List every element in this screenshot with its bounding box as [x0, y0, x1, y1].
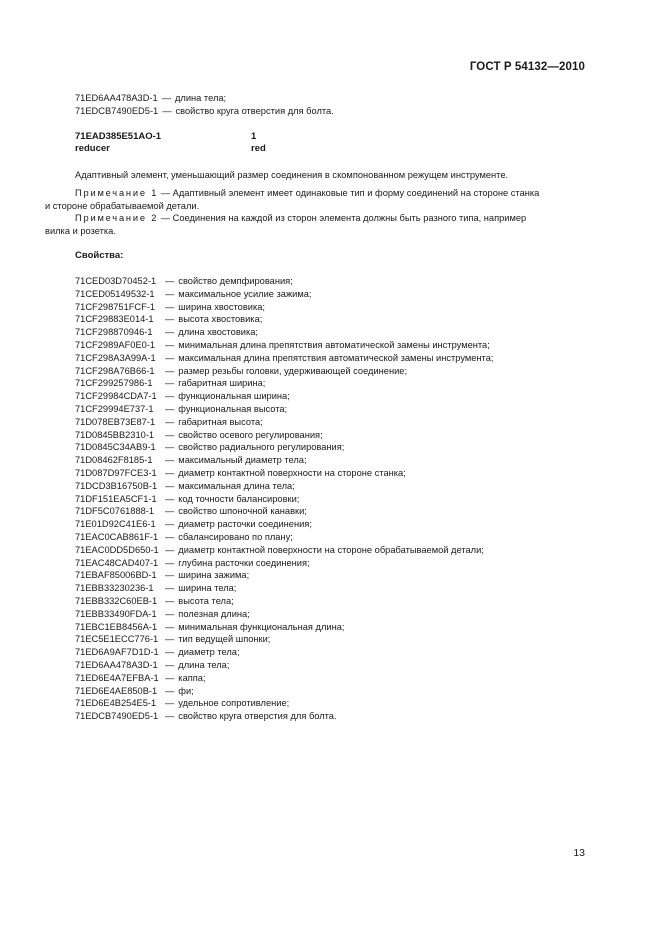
property-dash: —	[165, 672, 175, 683]
page-number: 13	[573, 847, 585, 859]
property-code: 71CF29994E737-1	[75, 403, 154, 414]
property-dash: —	[165, 621, 175, 632]
property-code: 71CF2989AF0E0-1	[75, 339, 156, 350]
property-dash: —	[165, 608, 175, 619]
property-code: 71CF298A76B66-1	[75, 365, 155, 376]
property-text: диаметр расточки соединения;	[178, 519, 312, 530]
property-dash: —	[165, 276, 175, 286]
property-dash: —	[165, 659, 175, 670]
property-dash: —	[165, 365, 175, 376]
note-2	[75, 212, 585, 225]
property-code: 71CF29984CDA7-1	[75, 391, 157, 402]
property-dash: —	[165, 403, 175, 414]
property-dash: —	[165, 685, 175, 696]
property-item	[75, 569, 493, 582]
property-item	[75, 595, 493, 608]
property-code: 71EDCB7490ED5-1	[75, 711, 159, 722]
property-dash: —	[165, 506, 175, 517]
property-text: максимальная длина препятствия автоматической замены инструмента;	[178, 352, 494, 363]
property-item	[75, 454, 493, 467]
entry-number: 1	[251, 131, 257, 142]
property-text: код точности балансировки;	[178, 493, 300, 504]
property-code: 71DF5C0761888-1	[75, 506, 155, 517]
property-dash: —	[165, 557, 175, 568]
property-text: минимальная длина препятствия автоматической замены инструмента;	[178, 339, 490, 350]
property-text: габаритная высота;	[178, 416, 263, 427]
property-code: 71E01D92C41E6-1	[75, 519, 156, 530]
property-item	[75, 518, 493, 531]
property-item	[75, 646, 493, 659]
property-item	[75, 377, 493, 390]
property-text: свойство осевого регулирования;	[178, 429, 323, 440]
property-code: 71D0845C34AB9-1	[75, 442, 156, 453]
property-code: 71CF298A3A99A-1	[75, 352, 156, 363]
property-item	[75, 467, 493, 480]
property-dash: —	[165, 595, 175, 606]
property-text: длина тела;	[178, 659, 230, 670]
property-text: функциональная ширина;	[178, 391, 290, 402]
top-item	[75, 105, 334, 117]
property-item	[75, 493, 493, 506]
property-code: 71EAC0DD5D650-1	[75, 544, 159, 555]
property-code: 71ED6E4AE850B-1	[75, 685, 158, 696]
property-code: 71CF298751FCF-1	[75, 301, 156, 312]
property-item	[75, 557, 493, 570]
property-item	[75, 685, 493, 698]
property-item	[75, 531, 493, 544]
entry-code: 71EAD385E51AO-1	[75, 131, 162, 142]
property-code: 71EBB33490FDA-1	[75, 608, 157, 619]
property-code: 71EBAF85006BD-1	[75, 570, 157, 581]
property-dash: —	[165, 339, 175, 350]
property-text: минимальная функциональная длина;	[178, 621, 345, 632]
property-text: свойство круга отверстия для болта.	[178, 711, 337, 722]
entry-code-line	[75, 131, 161, 143]
property-code: 71EAC0CAB861F-1	[75, 531, 159, 542]
properties-list	[75, 275, 493, 723]
note-label: Примечание 2	[75, 213, 159, 223]
entry-name: reducer	[75, 143, 110, 154]
standard-header: ГОСТ Р 54132—2010	[469, 61, 585, 73]
property-text: высота тела;	[178, 595, 234, 606]
property-item	[75, 441, 493, 454]
property-item	[75, 313, 493, 326]
property-item	[75, 301, 493, 314]
property-item	[75, 275, 493, 288]
property-item	[75, 352, 493, 365]
note-label: Примечание 1	[75, 188, 159, 198]
property-dash: —	[165, 634, 175, 645]
property-dash: —	[165, 544, 175, 555]
entry-definition: Адаптивный элемент, уменьшающий размер соединения в скомпонованном режущем инструменте.	[75, 170, 509, 180]
property-text: длина хвостовика;	[178, 327, 259, 338]
property-code: 71EC5E1ECC776-1	[75, 634, 159, 645]
property-text: максимальное усилие зажима;	[178, 288, 312, 299]
property-item	[75, 480, 493, 493]
property-item	[75, 582, 493, 595]
property-item	[75, 608, 493, 621]
property-text: тип ведущей шпонки;	[178, 634, 271, 645]
property-item	[75, 403, 493, 416]
property-dash: —	[165, 583, 175, 594]
note-1-cont: и стороне обрабатываемой детали.	[45, 200, 200, 211]
note-sep: —	[160, 188, 171, 198]
property-text: размер резьбы головки, удерживающей соединение;	[178, 365, 408, 376]
property-code: 71D087D97FCE3-1	[75, 467, 157, 478]
property-text: высота хвостовика;	[178, 314, 263, 325]
property-code: 71CED03D70452-1	[75, 276, 157, 286]
property-dash: —	[165, 711, 175, 722]
property-dash: —	[165, 647, 175, 658]
property-code: 71EBC1EB8456A-1	[75, 621, 158, 632]
property-item	[75, 659, 493, 672]
property-code: 71DF151EA5CF1-1	[75, 493, 157, 504]
property-code: 71ED6AA478A3D-1	[75, 659, 158, 670]
property-dash: —	[165, 352, 175, 363]
property-code: 71D0845BB2310-1	[75, 429, 155, 440]
property-code: 71EAC48CAD407-1	[75, 557, 159, 568]
item-text: свойство круга отверстия для болта.	[175, 106, 334, 116]
property-item	[75, 633, 493, 646]
property-dash: —	[165, 314, 175, 325]
property-code: 71D078EB73E87-1	[75, 416, 156, 427]
property-code: 71ED6E4B254E5-1	[75, 698, 157, 709]
item-code: 71ED6AA478A3D-1	[75, 93, 158, 103]
property-dash: —	[165, 327, 175, 338]
properties-title: Свойства:	[75, 250, 124, 261]
property-dash: —	[165, 467, 175, 478]
item-dash: —	[161, 93, 171, 103]
property-text: фи;	[178, 685, 194, 696]
item-code: 71EDCB7490ED5-1	[75, 106, 159, 116]
item-dash: —	[162, 106, 172, 116]
note-text: Соединения на каждой из сторон элемента должны быть разного типа, например	[172, 213, 527, 223]
property-item	[75, 505, 493, 518]
property-text: диаметр контактной поверхности на стороне обрабатываемой детали;	[178, 544, 484, 555]
property-dash: —	[165, 442, 175, 453]
property-text: ширина тела;	[178, 583, 237, 594]
property-code: 71CF29883E014-1	[75, 314, 154, 325]
property-item	[75, 339, 493, 352]
property-text: габаритная ширина;	[178, 378, 266, 389]
property-item	[75, 326, 493, 339]
property-item	[75, 416, 493, 429]
property-text: полезная длина;	[178, 608, 250, 619]
entry-abbr: red	[251, 143, 266, 154]
property-code: 71DCD3B16750B-1	[75, 480, 158, 491]
property-item	[75, 672, 493, 685]
property-code: 71ED6A9AF7D1D-1	[75, 647, 159, 658]
property-code: 71ED6E4A7EFBA-1	[75, 672, 159, 683]
property-dash: —	[165, 429, 175, 440]
property-dash: —	[165, 698, 175, 709]
property-dash: —	[165, 378, 175, 389]
property-text: свойство шпоночной канавки;	[178, 506, 307, 517]
property-dash: —	[165, 531, 175, 542]
property-text: функциональная высота;	[178, 403, 288, 414]
property-dash: —	[165, 288, 175, 299]
property-item	[75, 429, 493, 442]
property-item	[75, 621, 493, 634]
property-dash: —	[165, 570, 175, 581]
property-dash: —	[165, 480, 175, 491]
property-text: ширина зажима;	[178, 570, 250, 581]
property-dash: —	[165, 416, 175, 427]
note-2-cont: вилка и розетка.	[45, 225, 116, 236]
property-text: удельное сопротивление;	[178, 698, 290, 709]
property-item	[75, 544, 493, 557]
property-dash: —	[165, 519, 175, 530]
property-dash: —	[165, 391, 175, 402]
property-item	[75, 710, 493, 723]
property-text: сбалансировано по плану;	[178, 531, 293, 542]
note-1	[75, 187, 585, 200]
note-sep: —	[160, 213, 171, 223]
property-item	[75, 365, 493, 378]
property-dash: —	[165, 493, 175, 504]
property-item	[75, 390, 493, 403]
top-item	[75, 92, 226, 104]
property-item	[75, 697, 493, 710]
property-code: 71CF298870946-1	[75, 327, 153, 338]
property-code: 71EBB332C60EB-1	[75, 595, 158, 606]
property-code: 71CF299257986-1	[75, 378, 153, 389]
property-text: максимальный диаметр тела;	[178, 455, 307, 466]
property-item	[75, 288, 493, 301]
property-text: каппа;	[178, 672, 206, 683]
property-code: 71CED05149532-1	[75, 288, 155, 299]
property-text: свойство демпфирования;	[178, 276, 293, 286]
property-text: диаметр тела;	[178, 647, 240, 658]
property-code: 71D08462F8185-1	[75, 455, 153, 466]
property-text: максимальная длина тела;	[178, 480, 295, 491]
property-text: свойство радиального регулирования;	[178, 442, 345, 453]
property-dash: —	[165, 301, 175, 312]
property-text: диаметр контактной поверхности на стороне станка;	[178, 467, 406, 478]
property-dash: —	[165, 455, 175, 466]
property-text: глубина расточки соединения;	[178, 557, 310, 568]
note-text: Адаптивный элемент имеет одинаковые тип и форму соединений на стороне станка	[172, 188, 540, 198]
property-code: 71EBB33230236-1	[75, 583, 154, 594]
property-text: ширина хвостовика;	[178, 301, 265, 312]
item-text: длина тела;	[175, 93, 227, 103]
